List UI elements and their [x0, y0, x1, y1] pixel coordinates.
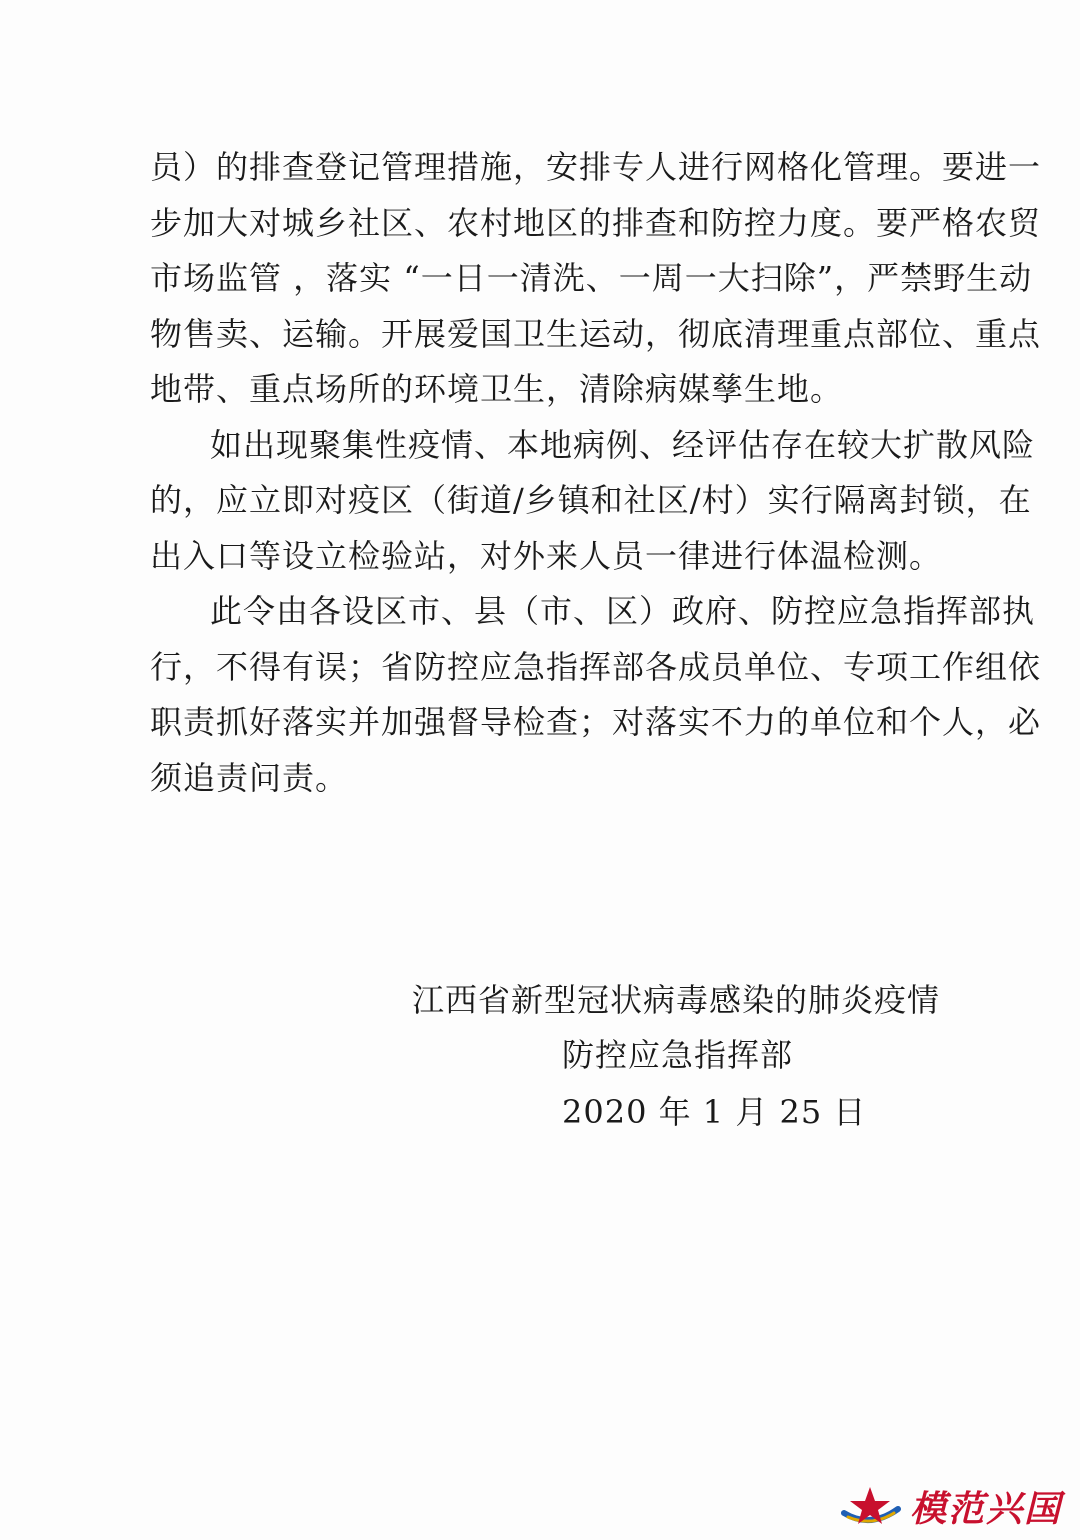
- body-text-line: 此令由各设区市、县（市、区）政府、防控应急指挥部执: [210, 592, 1036, 630]
- issuer-name: 江西省新型冠状病毒感染的肺炎疫情: [412, 981, 941, 1019]
- body-text-line: 员）的排查登记管理措施，安排专人进行网格化管理。要进一: [150, 148, 1042, 186]
- body-text-line: 职责抓好落实并加强督导检查；对落实不力的单位和个人，必: [150, 703, 1042, 741]
- issue-date: 2020 年 1 月 25 日: [562, 1093, 867, 1131]
- body-text-line: 步加大对城乡社区、农村地区的排查和防控力度。要严格农贸: [150, 204, 1042, 242]
- issuer-department: 防控应急指挥部: [562, 1036, 794, 1074]
- red-star-emblem-icon: [838, 1483, 902, 1529]
- watermark-logo: [838, 1482, 1062, 1530]
- body-text-line: 出入口等设立检验站，对外来人员一律进行体温检测。: [150, 537, 943, 575]
- body-text-line: 行，不得有误；省防控应急指挥部各成员单位、专项工作组依: [150, 648, 1042, 686]
- watermark-logo-text: 模范兴国: [909, 1487, 1062, 1530]
- body-text-line: 如出现聚集性疫情、本地病例、经评估存在较大扩散风险: [210, 426, 1036, 464]
- body-text-line: 地带、重点场所的环境卫生，清除病媒孳生地。: [150, 370, 844, 408]
- body-text-line: 市场监管 ，落实 “一日一清洗、一周一大扫除”，严禁野生动: [150, 259, 1033, 297]
- body-text-line: 物售卖、运输。开展爱国卫生运动，彻底清理重点部位、重点: [150, 315, 1042, 353]
- body-text-line: 须追责问责。: [150, 759, 349, 797]
- body-text-line: 的，应立即对疫区（街道/乡镇和社区/村）实行隔离封锁，在: [150, 481, 1032, 519]
